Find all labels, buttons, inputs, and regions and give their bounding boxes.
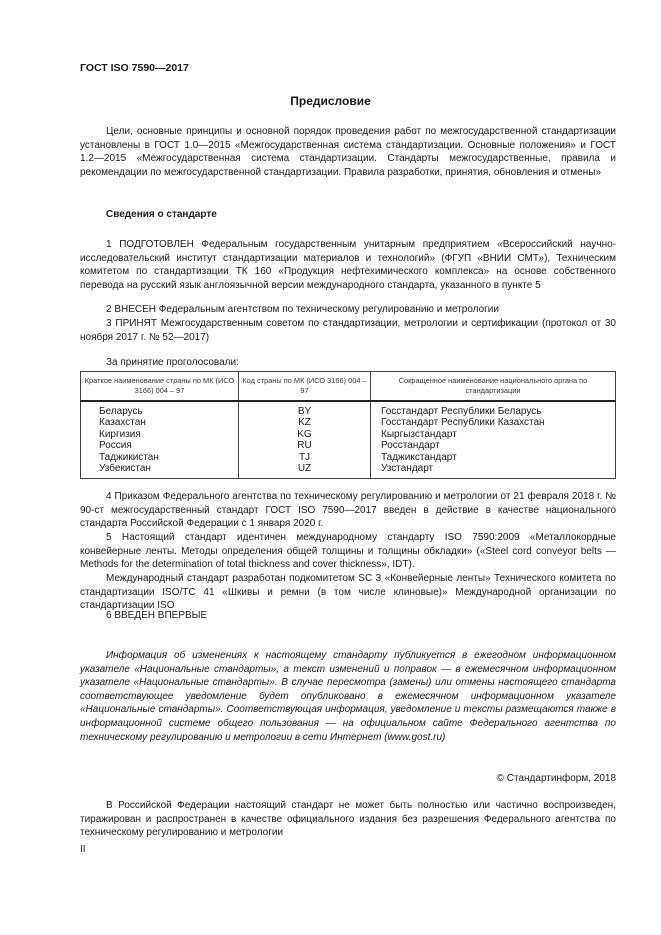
- changes-notice: [80, 649, 616, 744]
- copyright: © Стандартинформ, 2018: [496, 773, 616, 784]
- item-6-text: 6 ВВЕДЕН ВПЕРВЫЕ: [106, 610, 208, 621]
- item-5-note: [80, 572, 616, 613]
- intro-text: Цели, основные принципы и основной порядок проведения работ по межгосударственной стандартизации установлены в ГОСТ 1.0—2015 «Межгосударственная система стандартизации. Основные положения» и ГОСТ 1.2—2015 «Межгосударственная система стандартизации. Стандарты межгосударственные, правила и рекомендации по межгосударственной стандартизации. Правила разработки, принятия, обновления и отмены»: [80, 126, 616, 178]
- table-row: [81, 452, 616, 463]
- item-1: [80, 238, 616, 292]
- col-header-country: Краткое наименование страны по МК (ИСО 3166) 004 – 97: [81, 372, 239, 402]
- table-row: [81, 440, 616, 451]
- code-cell: TJ: [239, 452, 371, 463]
- intro-paragraph: [80, 125, 616, 179]
- country-cell: Беларусь: [81, 401, 239, 417]
- item-1-text: 1 ПОДГОТОВЛЕН Федеральным государственным унитарным предприятием «Всероссийский научно-исследовательский институт стандартизации материалов и технологий» (ФГУП «ВНИИ СМТ»), Техническим комитетом по стандартизации ТК 160 «Продукция нефтехимического комплекса» на основе собственного перевода на русский язык англоязычной версии международного стандарта, указанного в пункте 5: [80, 239, 616, 291]
- item-5: [80, 531, 616, 572]
- body-cell: Госстандарт Республики Беларусь: [371, 401, 616, 417]
- code-cell: BY: [239, 401, 371, 417]
- body-cell: Узстандарт: [371, 463, 616, 479]
- country-cell: Киргизия: [81, 429, 239, 440]
- page-title: Предисловие: [290, 94, 371, 108]
- voting-table: [80, 371, 616, 479]
- table-header-row: [81, 372, 616, 402]
- item-4: [80, 490, 616, 531]
- rights-notice-text: В Российской Федерации настоящий стандарт не может быть полностью или частично воспроизведен, тиражирован и распространен в качестве официального издания без разрешения Федерального агентства по техническому регулированию и метрологии: [80, 800, 616, 839]
- code-cell: KG: [239, 429, 371, 440]
- col-header-body: Сокращенное наименование национального органа по стандартизации: [371, 372, 616, 402]
- item-3-text: 3 ПРИНЯТ Межгосударственным советом по стандартизации, метрологии и сертификации (протокол от 30 ноября 2017 г. № 52—2017): [80, 318, 616, 343]
- item-6: [80, 609, 616, 623]
- country-cell: Казахстан: [81, 417, 239, 428]
- changes-notice-text: Информация об изменениях к настоящему стандарту публикуется в ежегодном информационном указателе «Национальные стандарты», а текст изменений и поправок — в ежемесячном информационном указателе «Национальные стандарты». В случае пересмотра (замены) или отмены настоящего стандарта соответствующее уведомление будет опубликовано в ежемесячном информационном указателе «Национальные стандарты». Соответствующая информация, уведомление и тексты размещаются также в информационной системе общего пользования — на официальном сайте Федерального агентства по техническому регулированию и метрологии в сети Интернет (www.gost.ru): [80, 650, 616, 743]
- item-2-text: 2 ВНЕСЕН Федеральным агентством по техническому регулированию и метрологии: [106, 304, 499, 315]
- voted-label: За принятие проголосовали:: [106, 357, 239, 368]
- col-header-code: Код страны по МК (ИСО 3166) 004 – 97: [239, 372, 371, 402]
- table-row: [81, 463, 616, 479]
- table-row: [81, 401, 616, 417]
- body-cell: Росстандарт: [371, 440, 616, 451]
- body-cell: Таджикстандарт: [371, 452, 616, 463]
- info-heading: Сведения о стандарте: [106, 209, 217, 220]
- item-2: [80, 303, 616, 317]
- country-cell: Таджикистан: [81, 452, 239, 463]
- body-cell: Кыргызстандарт: [371, 429, 616, 440]
- item-3: [80, 317, 616, 344]
- standard-code: ГОСТ ISO 7590—2017: [80, 62, 189, 74]
- item-5-note-text: Международный стандарт разработан подкомитетом SC 3 «Конвейерные ленты» Технического комитета по стандартизации ISO/TC 41 «Шкивы и ремни (в том числе клиновые)» Международной организации по стандартизации ISO: [80, 573, 616, 612]
- rights-notice: [80, 799, 616, 840]
- country-cell: Россия: [81, 440, 239, 451]
- item-4-text: 4 Приказом Федерального агентства по техническому регулированию и метрологии от 21 февраля 2018 г. № 90-ст межгосударственный стандарт ГОСТ ISO 7590—2017 введен в действие в качестве национального стандарта Российской Федерации с 1 января 2020 г.: [80, 491, 616, 530]
- table-row: [81, 429, 616, 440]
- country-cell: Узбекистан: [81, 463, 239, 479]
- code-cell: UZ: [239, 463, 371, 479]
- item-5-text: 5 Настоящий стандарт идентичен международному стандарту ISO 7590:2009 «Металлокордные конвейерные ленты. Методы определения общей толщины и толщины обкладки» («Steel cord conveyor belts — Methods for the determination of total thickness and cover thickness», IDT).: [80, 532, 616, 571]
- body-cell: Госстандарт Республики Казахстан: [371, 417, 616, 428]
- code-cell: KZ: [239, 417, 371, 428]
- code-cell: RU: [239, 440, 371, 451]
- page-number: II: [80, 844, 86, 855]
- table-row: [81, 417, 616, 428]
